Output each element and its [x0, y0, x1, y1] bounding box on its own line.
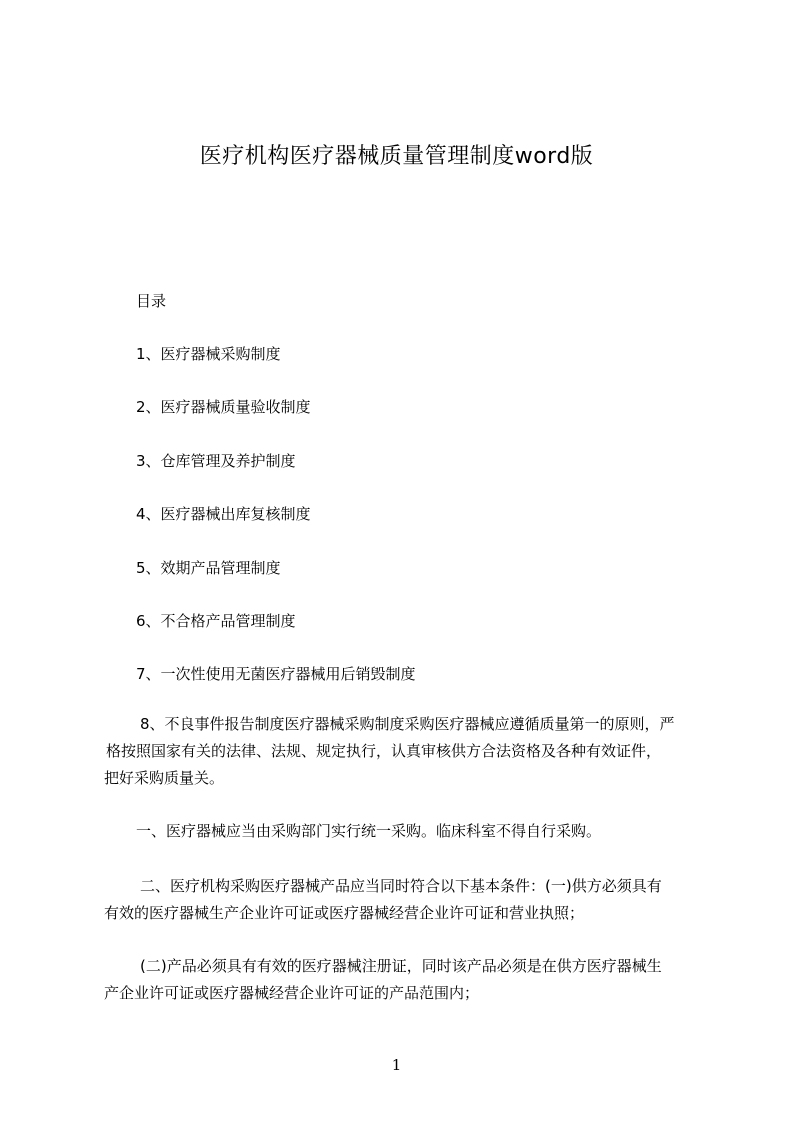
toc-item: 6、不合格产品管理制度	[136, 612, 296, 630]
paragraph-line: 把好采购质量关。	[104, 769, 225, 787]
body-paragraph	[104, 953, 716, 1007]
page-number: 1	[391, 1056, 402, 1074]
toc-item: 3、仓库管理及养护制度	[136, 452, 296, 470]
paragraph-line: 8、不良事件报告制度医疗器械采购制度采购医疗器械应遵循质量第一的原则，严	[140, 715, 675, 733]
body-paragraph	[104, 711, 716, 792]
paragraph-line: 有效的医疗器械生产企业许可证或医疗器械经营企业许可证和营业执照；	[104, 904, 585, 922]
paragraph-line: (二)产品必须具有有效的医疗器械注册证，同时该产品必须是在供方医疗器械生	[140, 957, 662, 975]
toc-item: 7、一次性使用无菌医疗器械用后销毁制度	[136, 665, 416, 683]
toc-item: 1、医疗器械采购制度	[136, 345, 281, 363]
paragraph-line: 二、医疗机构采购医疗器械产品应当同时符合以下基本条件：(一)供方必须具有	[140, 877, 662, 895]
toc-item: 5、效期产品管理制度	[136, 559, 281, 577]
body-paragraph	[104, 873, 716, 927]
paragraph-line: 格按照国家有关的法律、法规、规定执行，认真审核供方合法资格及各种有效证件，	[106, 742, 662, 760]
paragraph-line: 产企业许可证或医疗器械经营企业许可证的产品范围内；	[104, 984, 480, 1002]
toc-item: 4、医疗器械出库复核制度	[136, 505, 311, 523]
paragraph-line: 一、医疗器械应当由采购部门实行统一采购。临床科室不得自行采购。	[136, 822, 602, 840]
toc-item: 2、医疗器械质量验收制度	[136, 398, 311, 416]
toc-heading: 目录	[136, 292, 167, 310]
body-paragraph	[104, 818, 716, 845]
document-title: 医疗机构医疗器械质量管理制度word版	[199, 144, 594, 169]
